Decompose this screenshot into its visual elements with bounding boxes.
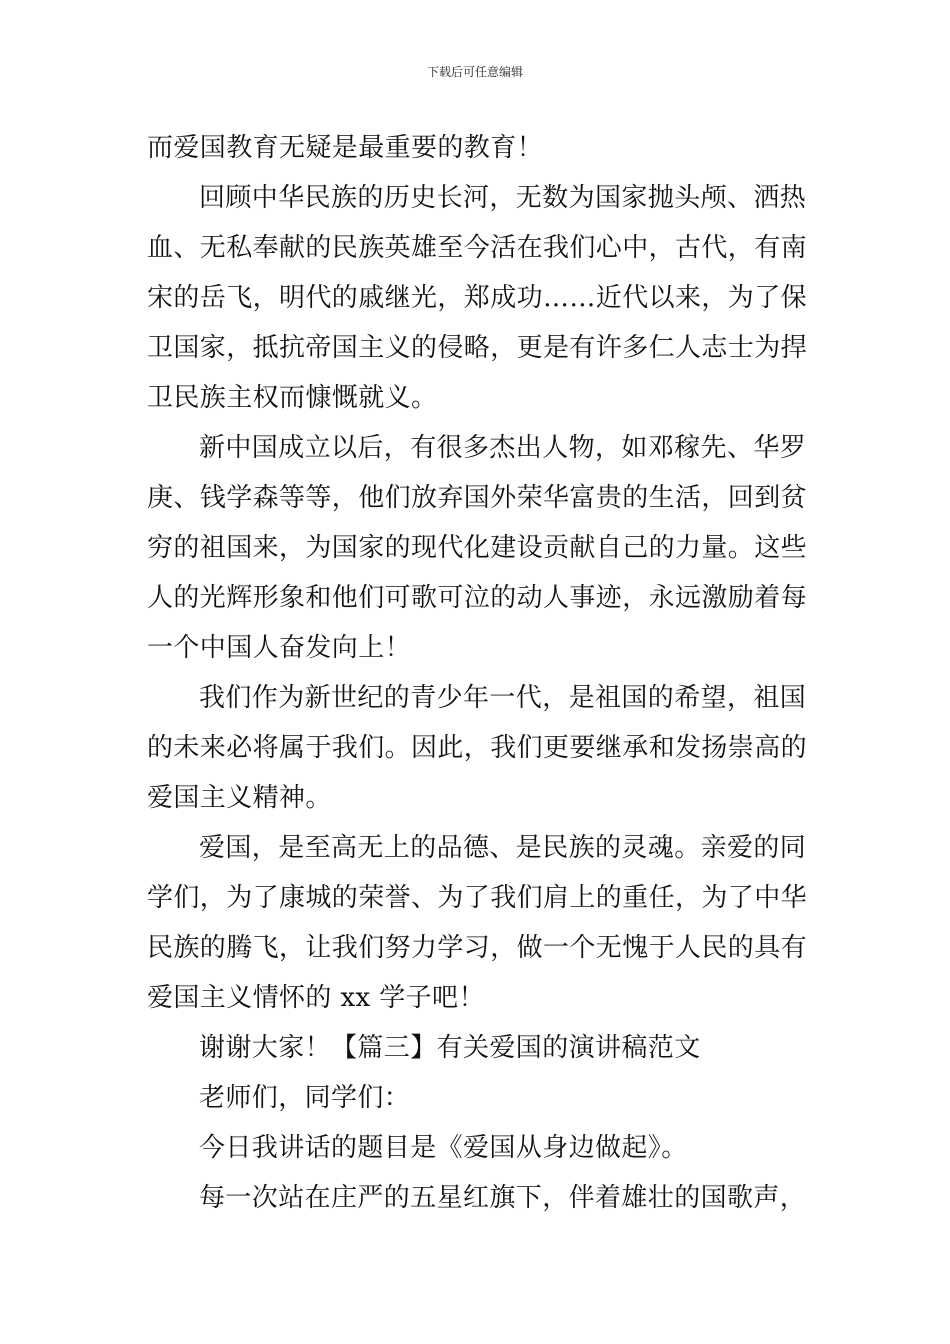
text-line: 我们作为新世纪的青少年一代，是祖国的希望，祖国: [199, 683, 807, 713]
text-line: 的未来必将属于我们。因此，我们更要继承和发扬崇高的: [147, 733, 808, 763]
text-line: 新中国成立以后，有很多杰出人物，如邓稼先、华罗: [199, 433, 807, 463]
text-line: 宋的岳飞，明代的戚继光，郑成功……近代以来，为了保: [147, 283, 808, 313]
page-header-note: 下载后可任意编辑: [426, 65, 523, 79]
text-line: 人的光辉形象和他们可歌可泣的动人事迹，永远激励着每: [147, 583, 808, 613]
text-line: 今日我讲话的题目是《爱国从身边做起》。: [199, 1133, 688, 1163]
text-line: 爱国，是至高无上的品德、是民族的灵魂。亲爱的同: [199, 833, 807, 863]
text-line: 谢谢大家！【篇三】有关爱国的演讲稿范文: [199, 1033, 701, 1063]
text-line: 爱国主义精神。: [147, 783, 332, 813]
text-line: 一个中国人奋发向上！: [147, 633, 412, 663]
text-line: 卫国家，抵抗帝国主义的侵略，更是有许多仁人志士为捍: [147, 333, 808, 363]
text-line: 而爱国教育无疑是最重要的教育！: [147, 133, 544, 163]
text-line: 庚、钱学森等等，他们放弃国外荣华富贵的生活，回到贫: [147, 483, 808, 513]
text-line: 爱国主义情怀的 xx 学子吧！: [147, 983, 485, 1013]
text-line: 回顾中华民族的历史长河，无数为国家抛头颅、洒热: [199, 183, 807, 213]
text-line: 穷的祖国来，为国家的现代化建设贡献自己的力量。这些: [147, 533, 808, 563]
text-line: 学们，为了康城的荣誉、为了我们肩上的重任，为了中华: [147, 883, 808, 913]
text-line: 卫民族主权而慷慨就义。: [147, 383, 438, 413]
text-line: 老师们，同学们：: [199, 1083, 411, 1113]
text-line: 民族的腾飞，让我们努力学习，做一个无愧于人民的具有: [147, 933, 808, 963]
text-line: 每一次站在庄严的五星红旗下，伴着雄壮的国歌声，: [199, 1183, 807, 1213]
text-line: 血、无私奉献的民族英雄至今活在我们心中，古代，有南: [147, 233, 808, 263]
